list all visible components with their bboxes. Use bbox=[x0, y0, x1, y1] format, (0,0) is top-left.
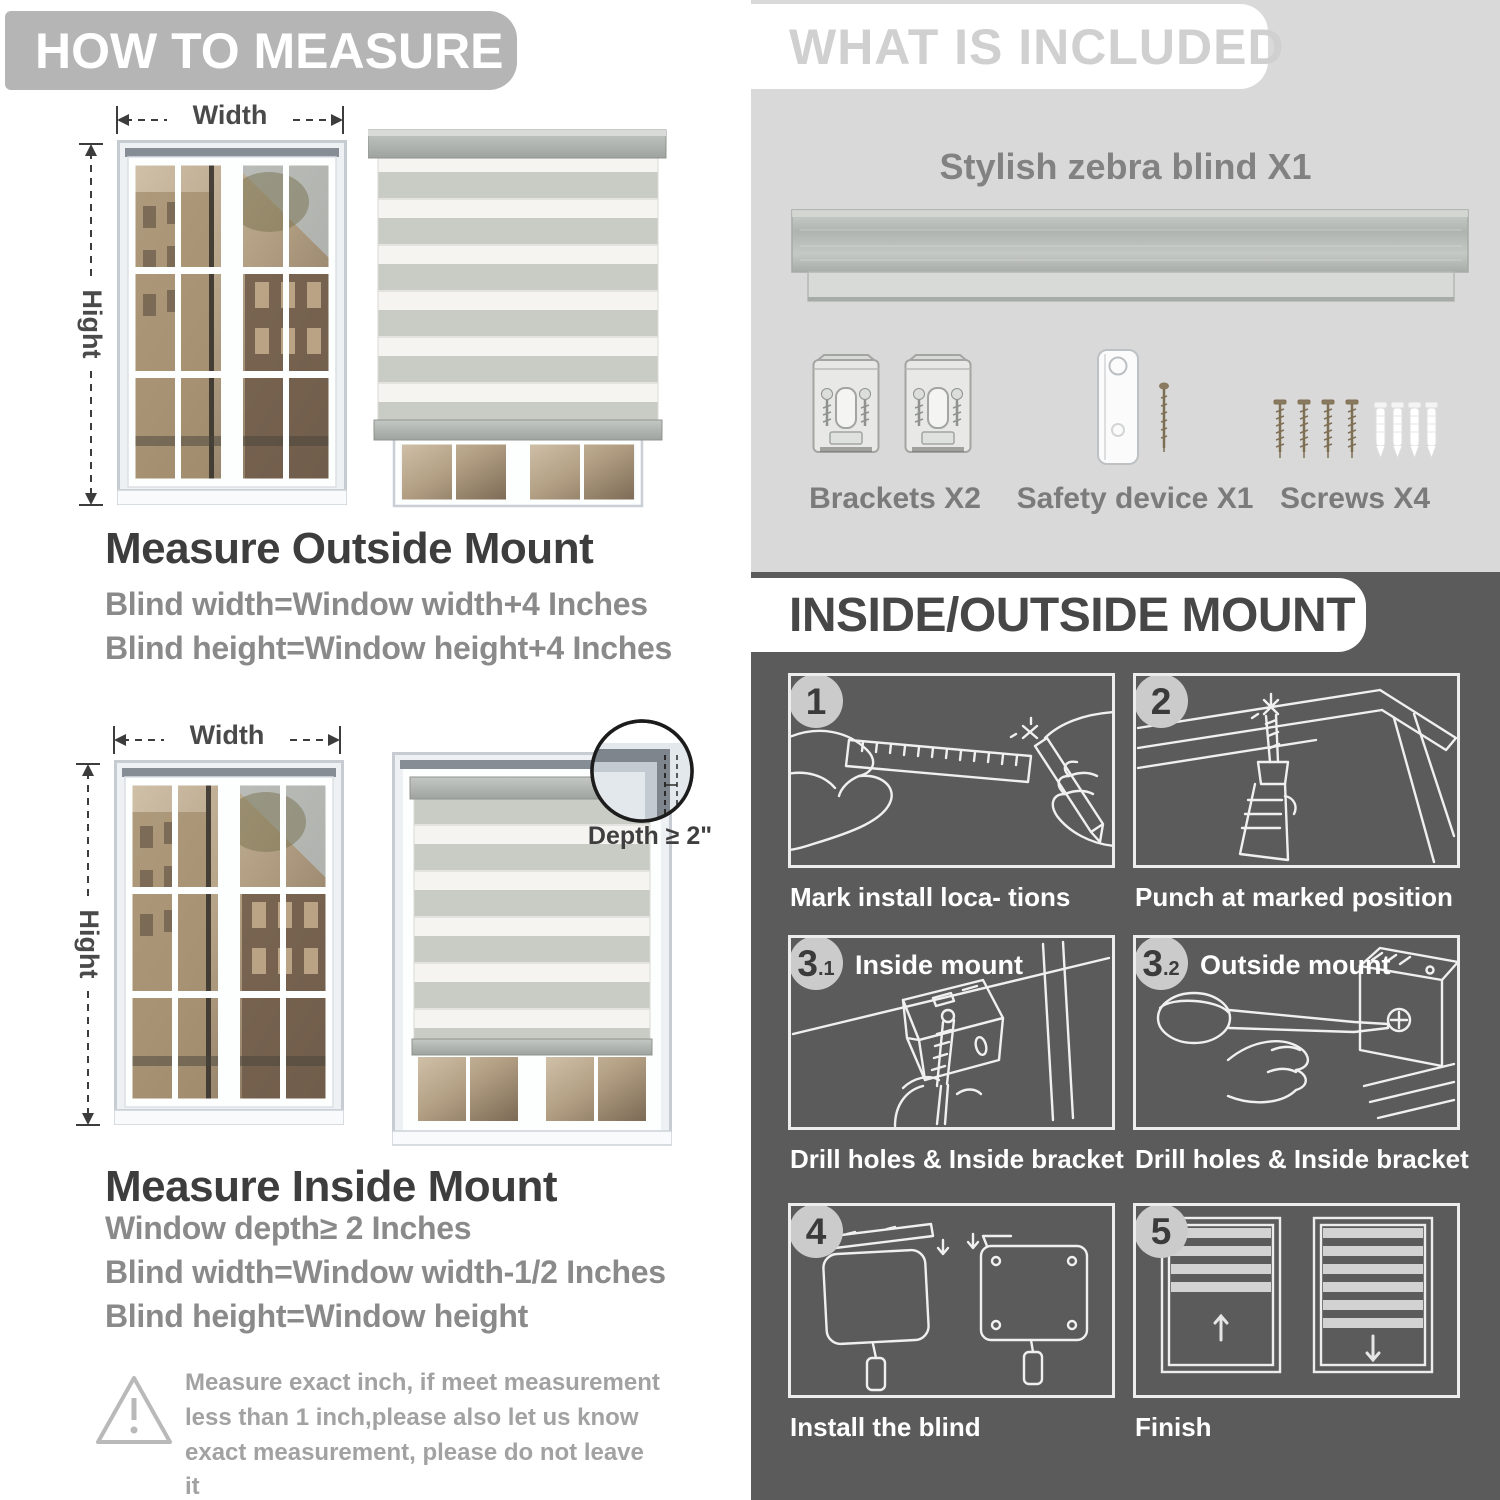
step-2-badge: 2 bbox=[1134, 674, 1188, 728]
step-5-badge: 5 bbox=[1134, 1204, 1188, 1258]
step-3-1-badge: 3 .1 bbox=[789, 936, 843, 990]
outside-mount-blind-illustration bbox=[368, 126, 668, 510]
step-3-1-caption: Drill holes & Inside bracket bbox=[790, 1144, 1124, 1174]
how-to-measure-header bbox=[5, 11, 517, 90]
step-5-caption: Finish bbox=[1135, 1412, 1212, 1442]
step-2-panel bbox=[1133, 673, 1460, 868]
step-3-2-badge: 3 .2 bbox=[1134, 936, 1188, 990]
safety-device-caption: Safety device X1 bbox=[1016, 482, 1254, 515]
zebra-blind-cassette-image bbox=[790, 206, 1472, 306]
inside-mount-formula-height: Blind height=Window height bbox=[105, 1298, 528, 1334]
height-label-inside: Hight bbox=[70, 899, 106, 989]
step-1-panel bbox=[788, 673, 1115, 868]
step-4-caption: Install the blind bbox=[790, 1412, 981, 1442]
step-1-badge: 1 bbox=[789, 674, 843, 728]
safety-device-icon bbox=[1096, 348, 1180, 470]
outside-mount-formula-height: Blind height=Window height+4 Inches bbox=[105, 630, 673, 666]
step-3-1-panel bbox=[788, 935, 1115, 1130]
what-is-included-header bbox=[751, 4, 1285, 89]
height-label-outside: Hight bbox=[73, 279, 109, 369]
warning-triangle-icon bbox=[92, 1370, 176, 1452]
width-label-outside: Width bbox=[170, 98, 290, 132]
inside-mount-formula-width: Blind width=Window width-1/2 Inches bbox=[105, 1254, 666, 1290]
step-4-badge: 4 bbox=[789, 1204, 843, 1258]
depth-magnifier-icon bbox=[585, 715, 701, 831]
measure-outside-mount-title: Measure Outside Mount bbox=[105, 524, 594, 573]
inside-outside-mount-header bbox=[751, 578, 1366, 652]
measure-warning-note: Measure exact inch, if meet measurement less than 1 inch,please also let us know exact measurement, please do not leave it bbox=[185, 1369, 660, 1500]
brackets-icon bbox=[812, 352, 972, 460]
screws-icon bbox=[1270, 398, 1442, 464]
step-5-panel bbox=[1133, 1203, 1460, 1398]
brackets-caption: Brackets X2 bbox=[809, 482, 981, 515]
step-4-panel bbox=[788, 1203, 1115, 1398]
step-2-caption: Punch at marked position bbox=[1135, 882, 1453, 912]
how-to-measure-title: HOW TO MEASURE bbox=[35, 22, 504, 79]
step-3-1-title: Inside mount bbox=[855, 950, 1023, 980]
step-3-2-caption: Drill holes & Inside bracket bbox=[1135, 1144, 1469, 1174]
step-3-2-title: Outside mount bbox=[1200, 950, 1391, 980]
width-label-inside: Width bbox=[167, 718, 287, 752]
step-1-caption: Mark install loca- tions bbox=[790, 882, 1071, 912]
step-3-2-panel bbox=[1133, 935, 1460, 1130]
inside-mount-depth-rule: Window depth≥ 2 Inches bbox=[105, 1210, 472, 1246]
screws-caption: Screws X4 bbox=[1279, 482, 1431, 515]
what-is-included-title: WHAT IS INCLUDED bbox=[789, 18, 1285, 75]
product-label: Stylish zebra blind X1 bbox=[939, 146, 1312, 187]
outside-mount-formula-width: Blind width=Window width+4 Inches bbox=[105, 586, 648, 622]
inside-outside-mount-title: INSIDE/OUTSIDE MOUNT bbox=[789, 588, 1356, 642]
depth-label: Depth ≥ 2" bbox=[587, 822, 713, 850]
measure-inside-mount-title: Measure Inside Mount bbox=[105, 1162, 558, 1211]
